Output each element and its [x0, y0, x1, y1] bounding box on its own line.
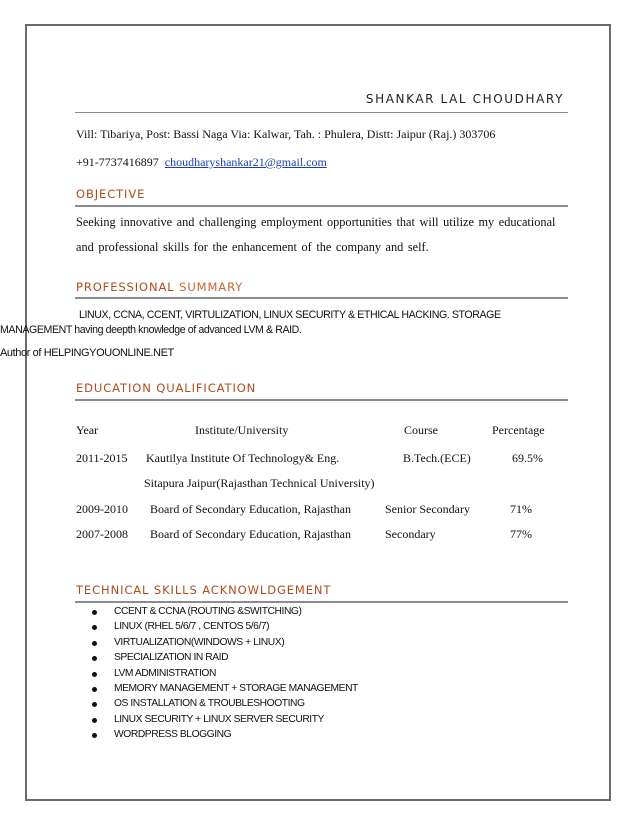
- list-item: LINUX (RHEL 5/6/7 , CENTOS 5/6/7): [92, 621, 358, 636]
- education-divider: [75, 399, 568, 401]
- edu-row-1-year: 2011-2015: [76, 451, 128, 465]
- summary-heading: [76, 280, 243, 294]
- bullet-icon: [92, 610, 97, 615]
- summary-heading-part1: PROFESSIONAL: [76, 280, 175, 294]
- edu-row-1-subtitle: Sitapura Jaipur(Rajasthan Technical University): [144, 476, 375, 490]
- summary-divider: [75, 297, 568, 299]
- summary-line-1: LINUX, CCNA, CCENT, VIRTULIZATION, LINUX SECURITY & ETHICAL HACKING. STORAGE: [79, 309, 501, 321]
- edu-row-3-year: 2007-2008: [76, 527, 128, 541]
- bullet-icon: [92, 718, 97, 723]
- bullet-icon: [92, 625, 97, 630]
- candidate-name: SHANKAR LAL CHOUDHARY: [365, 92, 564, 106]
- edu-row-3-institute: Board of Secondary Education, Rajasthan: [150, 527, 351, 541]
- edu-row-3-course: Secondary: [385, 527, 436, 541]
- bullet-icon: [92, 687, 97, 692]
- objective-line-1: Seeking innovative and challenging employment opportunities that will utilize my educational: [76, 215, 556, 229]
- objective-line-2: and professional skills for the enhancement of the company and self.: [76, 240, 429, 254]
- bullet-icon: [92, 656, 97, 661]
- education-heading: EDUCATION QUALIFICATION: [76, 381, 257, 395]
- edu-row-1-percentage: 69.5%: [512, 451, 543, 465]
- skills-list: [92, 606, 358, 745]
- bullet-icon: [92, 733, 97, 738]
- list-item: CCENT & CCNA (ROUTING &SWITCHING): [92, 606, 358, 621]
- edu-row-1-institute: Kautilya Institute Of Technology& Eng.: [146, 451, 340, 465]
- edu-row-2-percentage: 71%: [510, 502, 532, 516]
- phone-number: +91-7737416897: [76, 155, 159, 169]
- bullet-icon: [92, 702, 97, 707]
- email-link[interactable]: choudharyshankar21@gmail.com: [164, 155, 327, 169]
- list-item: LVM ADMINISTRATION: [92, 668, 358, 683]
- header-divider: [75, 112, 568, 113]
- objective-heading: OBJECTIVE: [76, 187, 146, 201]
- list-item: OS INSTALLATION & TROUBLESHOOTING: [92, 698, 358, 713]
- edu-row-1-course: B.Tech.(ECE): [403, 451, 471, 465]
- skills-divider: [75, 601, 568, 603]
- edu-row-3-percentage: 77%: [510, 527, 532, 541]
- list-item: LINUX SECURITY + LINUX SERVER SECURITY: [92, 714, 358, 729]
- col-header-percentage: Percentage: [492, 423, 545, 437]
- list-item: SPECIALIZATION IN RAID: [92, 652, 358, 667]
- col-header-course: Course: [404, 423, 438, 437]
- list-item: VIRTUALIZATION(WINDOWS + LINUX): [92, 637, 358, 652]
- author-line: Author of HELPINGYOUONLINE.NET: [0, 347, 174, 359]
- bullet-icon: [92, 641, 97, 646]
- summary-heading-part2: SUMMARY: [179, 280, 244, 294]
- edu-row-2-institute: Board of Secondary Education, Rajasthan: [150, 502, 351, 516]
- skills-heading: TECHNICAL SKILLS ACKNOWLDGEMENT: [76, 583, 332, 597]
- col-header-institute: Institute/University: [195, 423, 289, 437]
- summary-line-2: MANAGEMENT having deepth knowledge of advanced LVM & RAID.: [0, 324, 302, 336]
- col-header-year: Year: [76, 423, 99, 437]
- list-item: MEMORY MANAGEMENT + STORAGE MANAGEMENT: [92, 683, 358, 698]
- edu-row-2-course: Senior Secondary: [385, 502, 470, 516]
- address: Vill: Tibariya, Post: Bassi Naga Via: Kalwar, Tah. : Phulera, Distt: Jaipur (Raj.) 303706: [76, 127, 496, 141]
- list-item: WORDPRESS BLOGGING: [92, 729, 358, 744]
- contact-line: [76, 155, 327, 170]
- bullet-icon: [92, 672, 97, 677]
- edu-row-2-year: 2009-2010: [76, 502, 128, 516]
- objective-divider: [75, 205, 568, 207]
